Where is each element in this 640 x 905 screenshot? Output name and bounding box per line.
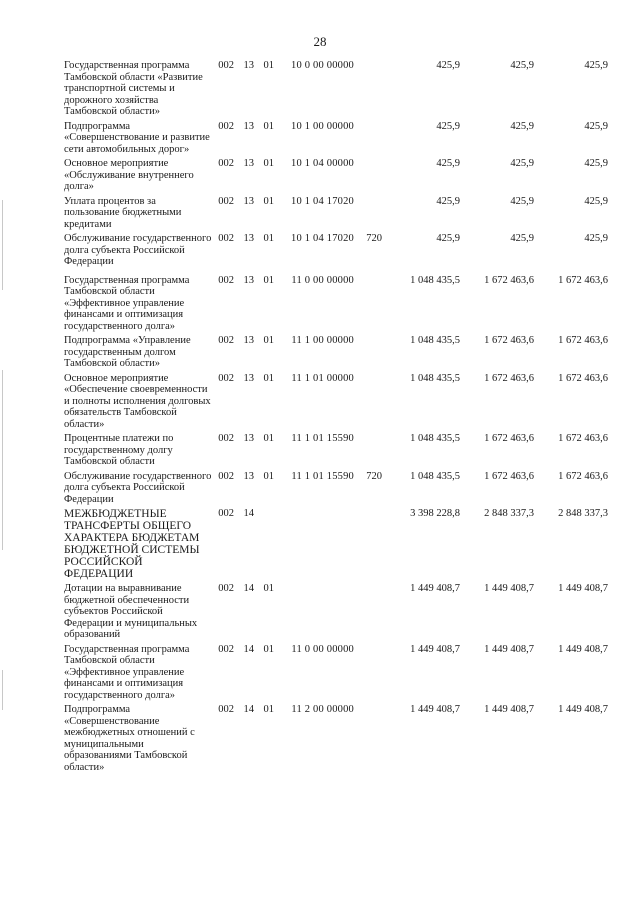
row-subsection-code: 01 — [263, 274, 274, 286]
row-expense-type — [354, 373, 382, 434]
row-subsection-code: 01 — [263, 583, 274, 594]
row-target-article — [274, 508, 354, 583]
table-row — [64, 158, 608, 196]
row-amount-year1: 425,9 — [436, 120, 460, 132]
row-vr-code: 002 — [218, 233, 234, 244]
scan-edge-mark — [2, 200, 3, 290]
row-subsection-code: 01 — [263, 195, 274, 207]
row-amount-year2: 1 672 463,6 — [484, 470, 534, 482]
row-section-code: 13 — [243, 470, 254, 482]
row-amount-year2: 1 449 408,7 — [484, 583, 534, 594]
row-section-code: 14 — [243, 508, 254, 519]
table-row — [64, 233, 608, 275]
row-target-article: 11 1 01 00000 — [291, 372, 354, 384]
row-vr-code: 002 — [218, 335, 234, 346]
row-amount-year1: 1 048 435,5 — [410, 470, 460, 482]
row-target-article: 11 1 00 00000 — [291, 335, 354, 346]
row-target-article: 10 1 04 17020 — [291, 233, 354, 244]
row-expense-type — [354, 644, 382, 705]
row-name: Обслуживание государственного долга субъекта Российской Федерации — [64, 233, 212, 267]
table-row — [64, 704, 608, 776]
row-amount-year3: 425,9 — [584, 60, 608, 71]
row-section-code: 14 — [243, 583, 254, 594]
row-amount-year3: 2 848 337,3 — [558, 508, 608, 519]
row-section-code: 13 — [243, 120, 254, 132]
row-subsection-code: 01 — [263, 335, 274, 346]
row-expense-type — [354, 433, 382, 471]
row-amount-year1: 425,9 — [436, 195, 460, 207]
table-row — [64, 471, 608, 509]
row-subsection-code: 01 — [263, 643, 274, 655]
row-subsection-code: 01 — [263, 233, 274, 244]
row-vr-code: 002 — [218, 508, 234, 519]
row-name: Государственная программа Тамбовской области «Эффективное управление финансами и оптимизация государственного долга» — [64, 274, 190, 332]
row-vr-code: 002 — [218, 583, 234, 594]
row-expense-type — [354, 158, 382, 196]
row-name: Дотации на выравнивание бюджетной обеспеченности субъектов Российской Федерации и муниципальных образований — [64, 583, 198, 640]
row-amount-year1: 425,9 — [436, 158, 460, 169]
row-vr-code: 002 — [218, 470, 234, 482]
row-name: Обслуживание государственного долга субъекта Российской Федерации — [64, 470, 212, 505]
row-amount-year1: 1 048 435,5 — [410, 372, 460, 384]
row-amount-year1: 1 449 408,7 — [410, 704, 460, 715]
row-name: Основное мероприятие «Обеспечение своевременности и полноты исполнения долговых обязательств Тамбовской области» — [64, 372, 211, 430]
table-row — [64, 275, 608, 336]
row-target-article: 11 1 01 15590 — [291, 433, 354, 444]
row-expense-type — [354, 275, 382, 336]
row-expense-type — [354, 60, 382, 121]
row-amount-year2: 1 449 408,7 — [484, 704, 534, 715]
row-amount-year1: 3 398 228,8 — [410, 508, 460, 519]
row-amount-year2: 425,9 — [510, 60, 534, 71]
row-expense-type — [354, 335, 382, 373]
row-target-article: 10 1 04 17020 — [291, 195, 354, 207]
table-row — [64, 373, 608, 434]
row-section-code: 13 — [243, 158, 254, 169]
row-amount-year3: 425,9 — [584, 195, 608, 207]
page-number: 28 — [313, 34, 327, 49]
row-vr-code: 002 — [218, 372, 234, 384]
row-name: Процентные платежи по государственному долгу Тамбовской области — [64, 433, 174, 467]
row-amount-year3: 425,9 — [584, 120, 608, 132]
row-vr-code: 002 — [218, 195, 234, 207]
row-expense-type — [354, 583, 382, 644]
row-amount-year3: 1 672 463,6 — [558, 372, 608, 384]
row-amount-year1: 425,9 — [436, 60, 460, 71]
table-row — [64, 644, 608, 705]
row-section-code: 13 — [243, 372, 254, 384]
row-amount-year3: 425,9 — [584, 233, 608, 244]
table-row — [64, 335, 608, 373]
row-amount-year2: 1 672 463,6 — [484, 335, 534, 346]
row-expense-type: 720 — [366, 470, 382, 482]
row-section-code: 14 — [243, 704, 254, 715]
row-name: Подпрограмма «Управление государственным долгом Тамбовской области» — [64, 335, 191, 369]
row-amount-year1: 425,9 — [436, 233, 460, 244]
row-vr-code: 002 — [218, 274, 234, 286]
row-subsection-code: 01 — [263, 372, 274, 384]
row-amount-year1: 1 048 435,5 — [410, 433, 460, 444]
row-amount-year2: 1 672 463,6 — [484, 372, 534, 384]
scan-edge-mark — [2, 670, 3, 710]
row-amount-year3: 1 672 463,6 — [558, 335, 608, 346]
row-expense-type: 720 — [366, 233, 382, 244]
row-name: Государственная программа Тамбовской области «Развитие транспортной системы и дорожного хозяйства Тамбовской области» — [64, 60, 203, 117]
row-name: Подпрограмма «Совершенствование межбюджетных отношений с муниципальными образованиями Тамбовской области» — [64, 704, 195, 773]
row-subsection-code: 01 — [263, 60, 274, 71]
row-name: Государственная программа Тамбовской области «Эффективное управление финансами и оптимизация государственного долга» — [64, 643, 190, 701]
row-amount-year2: 1 672 463,6 — [484, 433, 534, 444]
row-amount-year1: 1 048 435,5 — [410, 335, 460, 346]
row-vr-code: 002 — [218, 120, 234, 132]
budget-table-body — [64, 60, 608, 776]
row-amount-year1: 1 449 408,7 — [410, 583, 460, 594]
row-expense-type — [354, 196, 382, 234]
row-subsection-code: 01 — [263, 120, 274, 132]
row-section-code: 13 — [243, 233, 254, 244]
row-subsection-code — [254, 508, 274, 583]
row-amount-year2: 425,9 — [510, 120, 534, 132]
row-amount-year2: 1 449 408,7 — [484, 643, 534, 655]
row-target-article: 10 0 00 00000 — [291, 60, 354, 71]
row-section-code: 14 — [243, 643, 254, 655]
budget-table — [64, 60, 608, 776]
table-row — [64, 121, 608, 159]
row-amount-year2: 425,9 — [510, 158, 534, 169]
row-amount-year3: 1 449 408,7 — [558, 643, 608, 655]
table-row — [64, 196, 608, 234]
row-amount-year1: 1 449 408,7 — [410, 643, 460, 655]
row-subsection-code: 01 — [263, 704, 274, 715]
table-row — [64, 583, 608, 644]
row-name: Основное мероприятие «Обслуживание внутреннего долга» — [64, 158, 194, 192]
row-vr-code: 002 — [218, 643, 234, 655]
row-name: Уплата процентов за пользование бюджетными кредитами — [64, 195, 182, 230]
row-expense-type — [354, 508, 382, 583]
table-row — [64, 508, 608, 583]
row-section-code: 13 — [243, 60, 254, 71]
row-target-article: 11 0 00 00000 — [291, 274, 354, 286]
row-amount-year2: 1 672 463,6 — [484, 274, 534, 286]
row-vr-code: 002 — [218, 433, 234, 444]
row-name: Подпрограмма «Совершенствование и развитие сети автомобильных дорог» — [64, 120, 210, 155]
row-vr-code: 002 — [218, 60, 234, 71]
row-section-code: 13 — [243, 433, 254, 444]
table-row — [64, 60, 608, 121]
row-target-article — [274, 583, 354, 644]
row-target-article: 10 1 04 00000 — [291, 158, 354, 169]
row-amount-year1: 1 048 435,5 — [410, 274, 460, 286]
row-amount-year2: 425,9 — [510, 195, 534, 207]
row-amount-year3: 1 672 463,6 — [558, 433, 608, 444]
scan-edge-mark — [2, 370, 3, 550]
row-expense-type — [354, 121, 382, 159]
row-vr-code: 002 — [218, 158, 234, 169]
row-target-article: 11 1 01 15590 — [291, 470, 354, 482]
row-name: МЕЖБЮДЖЕТНЫЕ ТРАНСФЕРТЫ ОБЩЕГО ХАРАКТЕРА БЮДЖЕТАМ БЮДЖЕТНОЙ СИСТЕМЫ РОССИЙСКОЙ ФЕДЕРАЦИИ — [64, 508, 200, 580]
row-target-article: 11 2 00 00000 — [291, 704, 354, 715]
row-target-article: 11 0 00 00000 — [291, 643, 354, 655]
row-target-article: 10 1 00 00000 — [291, 120, 354, 132]
row-expense-type — [354, 704, 382, 776]
row-subsection-code: 01 — [263, 433, 274, 444]
row-amount-year3: 1 449 408,7 — [558, 583, 608, 594]
row-section-code: 13 — [243, 274, 254, 286]
row-amount-year2: 425,9 — [510, 233, 534, 244]
row-amount-year2: 2 848 337,3 — [484, 508, 534, 519]
row-section-code: 13 — [243, 195, 254, 207]
row-subsection-code: 01 — [263, 470, 274, 482]
row-amount-year3: 1 672 463,6 — [558, 274, 608, 286]
row-vr-code: 002 — [218, 704, 234, 715]
row-section-code: 13 — [243, 335, 254, 346]
row-amount-year3: 1 449 408,7 — [558, 704, 608, 715]
row-subsection-code: 01 — [263, 158, 274, 169]
table-row — [64, 433, 608, 471]
row-amount-year3: 1 672 463,6 — [558, 470, 608, 482]
row-amount-year3: 425,9 — [584, 158, 608, 169]
